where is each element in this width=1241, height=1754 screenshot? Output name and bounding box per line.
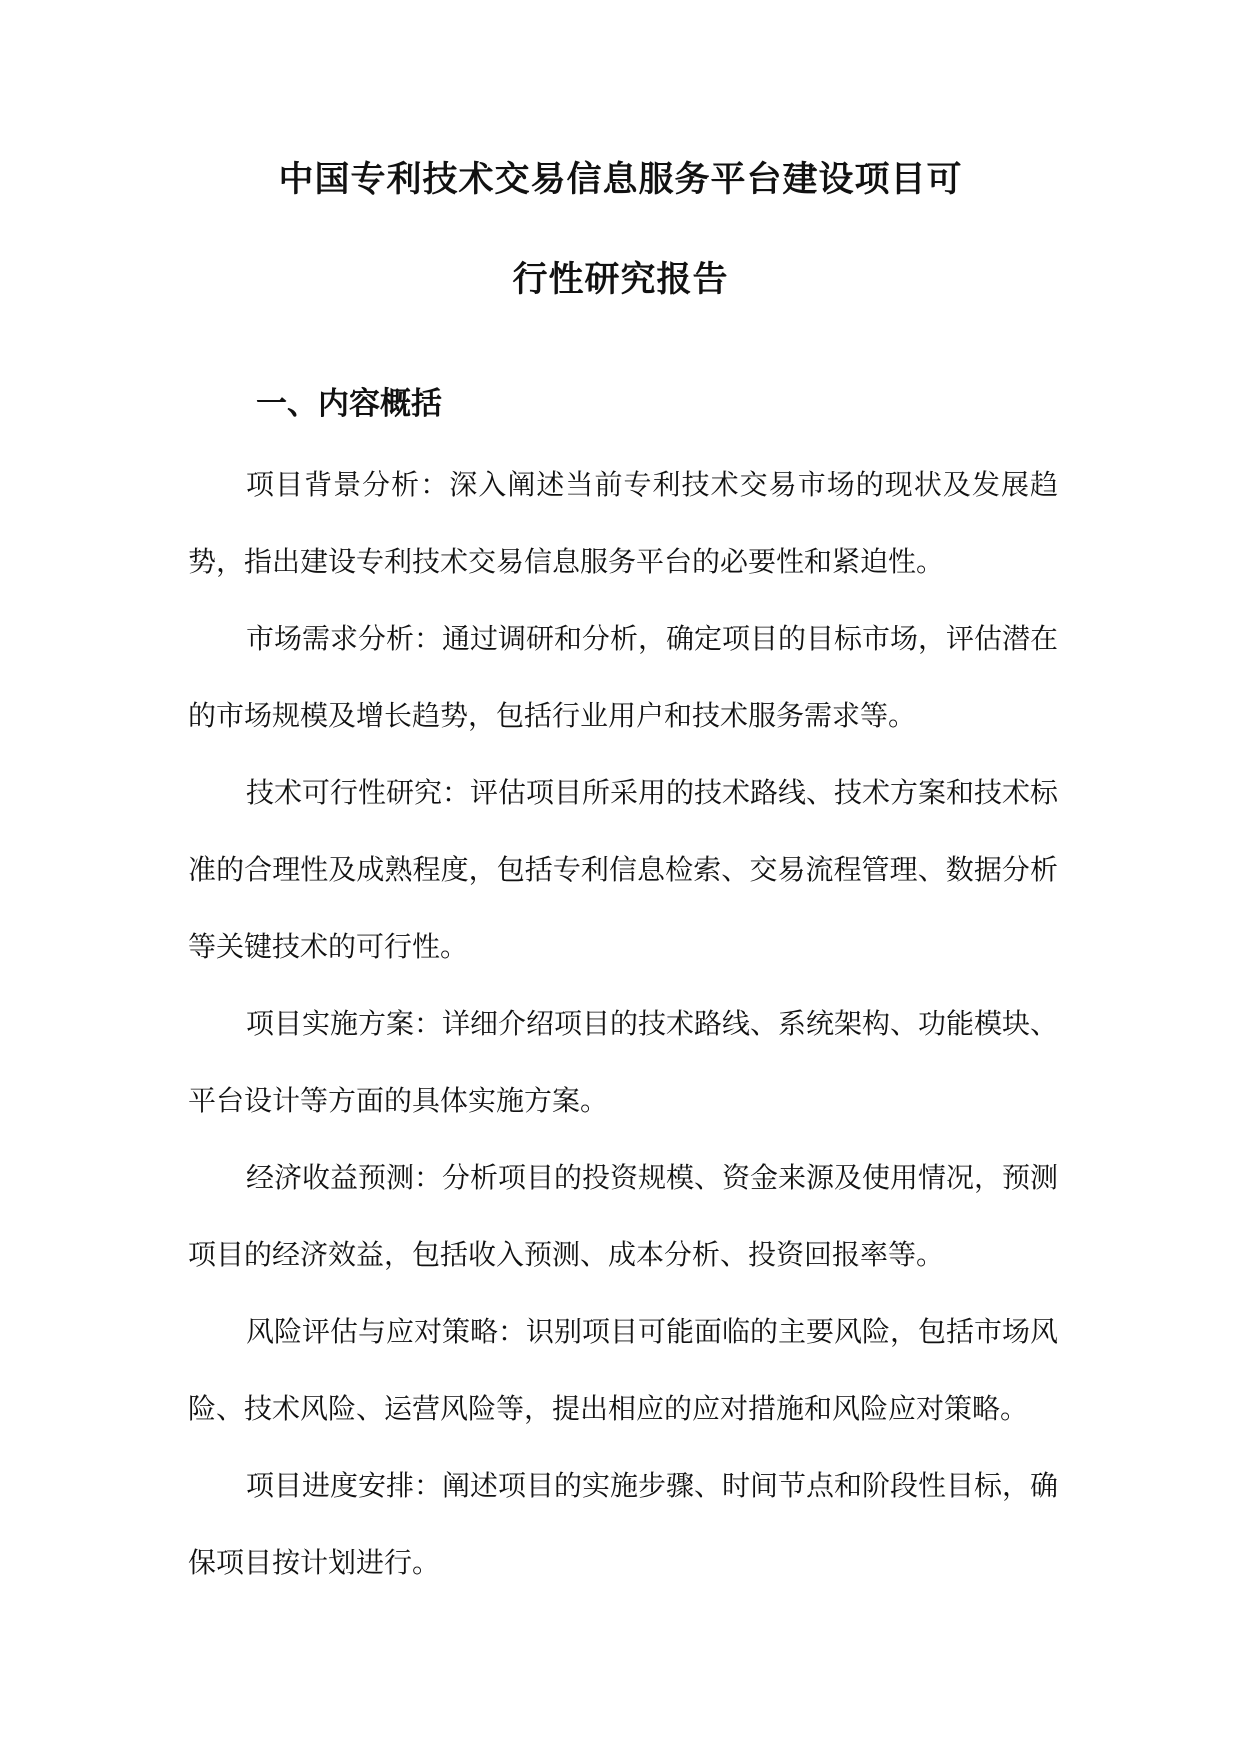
paragraph-project-background: 项目背景分析：深入阐述当前专利技术交易市场的现状及发展趋势，指出建设专利技术交易信息服务平台的必要性和紧迫性。 [188, 468, 1058, 578]
document-title-line-1: 中国专利技术交易信息服务平台建设项目可 [278, 160, 963, 200]
section-heading: 一、内容概括 [256, 386, 442, 422]
document-title-line-2: 行性研究报告 [512, 260, 729, 300]
paragraph-risk-assessment: 风险评估与应对策略：识别项目可能面临的主要风险，包括市场风险、技术风险、运营风险等，提出相应的应对措施和风险应对策略。 [188, 1315, 1059, 1425]
paragraph-implementation-plan: 项目实施方案：详细介绍项目的技术路线、系统架构、功能模块、平台设计等方面的具体实施方案。 [188, 1007, 1059, 1117]
paragraph-schedule: 项目进度安排：阐述项目的实施步骤、时间节点和阶段性目标，确保项目按计划进行。 [188, 1469, 1059, 1579]
paragraph-technical-feasibility: 技术可行性研究：评估项目所采用的技术路线、技术方案和技术标准的合理性及成熟程度，包括专利信息检索、交易流程管理、数据分析等关键技术的可行性。 [188, 776, 1059, 963]
paragraph-market-demand: 市场需求分析：通过调研和分析，确定项目的目标市场，评估潜在的市场规模及增长趋势，包括行业用户和技术服务需求等。 [188, 622, 1059, 732]
paragraph-economic-forecast: 经济收益预测：分析项目的投资规模、资金来源及使用情况，预测项目的经济效益，包括收入预测、成本分析、投资回报率等。 [188, 1161, 1059, 1271]
